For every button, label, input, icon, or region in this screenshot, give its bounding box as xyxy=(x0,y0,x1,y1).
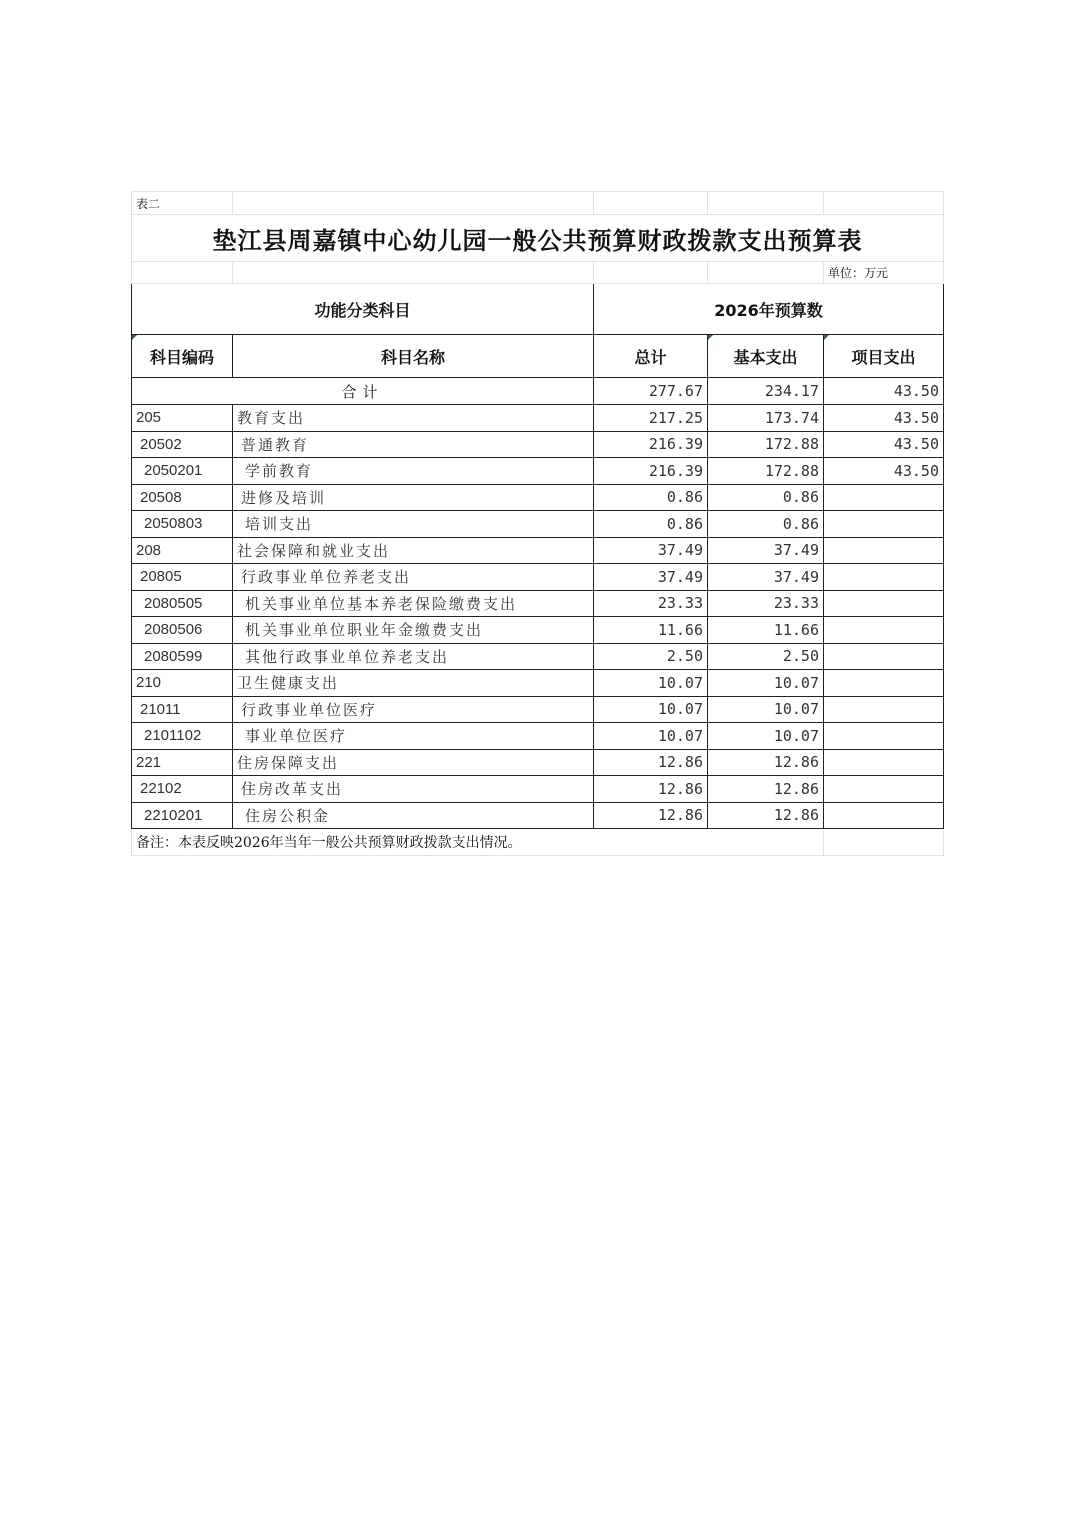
row-name: 社会保障和就业支出 xyxy=(233,537,594,564)
header-functional-category: 功能分类科目 xyxy=(132,284,594,335)
row-code: 22102 xyxy=(132,776,233,803)
row-basic: 37.49 xyxy=(708,537,824,564)
row-basic: 11.66 xyxy=(708,617,824,644)
row-code: 205 xyxy=(132,405,233,432)
table-row xyxy=(132,564,944,591)
row-total: 0.86 xyxy=(594,511,708,538)
row-project: 43.50 xyxy=(824,458,944,485)
row-project xyxy=(824,564,944,591)
row-project xyxy=(824,537,944,564)
table-row xyxy=(132,405,944,432)
row-basic: 10.07 xyxy=(708,696,824,723)
row-basic: 10.07 xyxy=(708,723,824,750)
row-name: 行政事业单位医疗 xyxy=(233,696,594,723)
table-row xyxy=(132,484,944,511)
page-title: 垫江县周嘉镇中心幼儿园一般公共预算财政拨款支出预算表 xyxy=(132,215,944,262)
row-basic: 23.33 xyxy=(708,590,824,617)
row-basic: 172.88 xyxy=(708,458,824,485)
row-name: 进修及培训 xyxy=(233,484,594,511)
row-project: 43.50 xyxy=(824,431,944,458)
table-row xyxy=(132,643,944,670)
table-row xyxy=(132,723,944,750)
row-basic: 12.86 xyxy=(708,776,824,803)
table-row xyxy=(132,590,944,617)
row-name: 行政事业单位养老支出 xyxy=(233,564,594,591)
table-row xyxy=(132,537,944,564)
row-total: 10.07 xyxy=(594,696,708,723)
row-code: 2050201 xyxy=(132,458,233,485)
row-total: 37.49 xyxy=(594,537,708,564)
row-project xyxy=(824,776,944,803)
row-total: 0.86 xyxy=(594,484,708,511)
row-code: 21011 xyxy=(132,696,233,723)
row-name: 机关事业单位基本养老保险缴费支出 xyxy=(233,590,594,617)
row-code: 210 xyxy=(132,670,233,697)
row-basic: 172.88 xyxy=(708,431,824,458)
header-name: 科目名称 xyxy=(233,335,594,378)
header-total: 总计 xyxy=(594,335,708,378)
row-basic: 0.86 xyxy=(708,484,824,511)
row-name: 教育支出 xyxy=(233,405,594,432)
row-name: 普通教育 xyxy=(233,431,594,458)
row-project xyxy=(824,617,944,644)
row-basic: 2.50 xyxy=(708,643,824,670)
total-total: 277.67 xyxy=(594,378,708,405)
row-name: 住房保障支出 xyxy=(233,749,594,776)
row-total: 2.50 xyxy=(594,643,708,670)
header-code: 科目编码 xyxy=(132,335,233,378)
row-code: 20805 xyxy=(132,564,233,591)
table-label: 表二 xyxy=(132,192,233,215)
row-total: 216.39 xyxy=(594,458,708,485)
row-name: 住房公积金 xyxy=(233,802,594,829)
row-code: 208 xyxy=(132,537,233,564)
row-basic: 0.86 xyxy=(708,511,824,538)
table-row xyxy=(132,617,944,644)
row-project xyxy=(824,670,944,697)
header-budget-year: 2026年预算数 xyxy=(594,284,944,335)
row-project xyxy=(824,484,944,511)
total-basic: 234.17 xyxy=(708,378,824,405)
row-name: 住房改革支出 xyxy=(233,776,594,803)
row-project xyxy=(824,749,944,776)
row-code: 221 xyxy=(132,749,233,776)
row-total: 12.86 xyxy=(594,776,708,803)
row-total: 12.86 xyxy=(594,749,708,776)
budget-sheet xyxy=(131,191,943,856)
row-basic: 10.07 xyxy=(708,670,824,697)
table-row xyxy=(132,802,944,829)
header-project: 项目支出 xyxy=(824,335,944,378)
table-row xyxy=(132,749,944,776)
row-code: 2080599 xyxy=(132,643,233,670)
table-row xyxy=(132,431,944,458)
row-name: 培训支出 xyxy=(233,511,594,538)
row-project xyxy=(824,802,944,829)
row-total: 11.66 xyxy=(594,617,708,644)
row-name: 机关事业单位职业年金缴费支出 xyxy=(233,617,594,644)
row-code: 20508 xyxy=(132,484,233,511)
comment-marker-icon xyxy=(824,335,829,340)
row-code: 2210201 xyxy=(132,802,233,829)
comment-marker-icon xyxy=(132,335,137,340)
row-name: 事业单位医疗 xyxy=(233,723,594,750)
row-project: 43.50 xyxy=(824,405,944,432)
row-project xyxy=(824,696,944,723)
budget-table xyxy=(131,191,944,856)
table-row xyxy=(132,458,944,485)
row-project xyxy=(824,511,944,538)
comment-marker-icon xyxy=(708,335,713,340)
table-row xyxy=(132,670,944,697)
row-code: 2050803 xyxy=(132,511,233,538)
row-total: 216.39 xyxy=(594,431,708,458)
footnote: 备注：本表反映2026年当年一般公共预算财政拨款支出情况。 xyxy=(132,829,824,856)
row-total: 37.49 xyxy=(594,564,708,591)
row-basic: 12.86 xyxy=(708,802,824,829)
row-name: 卫生健康支出 xyxy=(233,670,594,697)
total-project: 43.50 xyxy=(824,378,944,405)
row-project xyxy=(824,643,944,670)
table-row xyxy=(132,696,944,723)
row-total: 23.33 xyxy=(594,590,708,617)
row-code: 20502 xyxy=(132,431,233,458)
row-project xyxy=(824,590,944,617)
row-total: 10.07 xyxy=(594,723,708,750)
header-basic: 基本支出 xyxy=(708,335,824,378)
row-basic: 12.86 xyxy=(708,749,824,776)
row-code: 2080505 xyxy=(132,590,233,617)
row-code: 2101102 xyxy=(132,723,233,750)
row-name: 其他行政事业单位养老支出 xyxy=(233,643,594,670)
row-basic: 173.74 xyxy=(708,405,824,432)
row-total: 217.25 xyxy=(594,405,708,432)
row-total: 12.86 xyxy=(594,802,708,829)
row-basic: 37.49 xyxy=(708,564,824,591)
unit-label: 单位：万元 xyxy=(824,262,944,284)
total-label: 合计 xyxy=(132,378,594,405)
table-row xyxy=(132,776,944,803)
row-code: 2080506 xyxy=(132,617,233,644)
table-row xyxy=(132,511,944,538)
row-project xyxy=(824,723,944,750)
row-name: 学前教育 xyxy=(233,458,594,485)
total-row xyxy=(132,378,944,405)
row-total: 10.07 xyxy=(594,670,708,697)
